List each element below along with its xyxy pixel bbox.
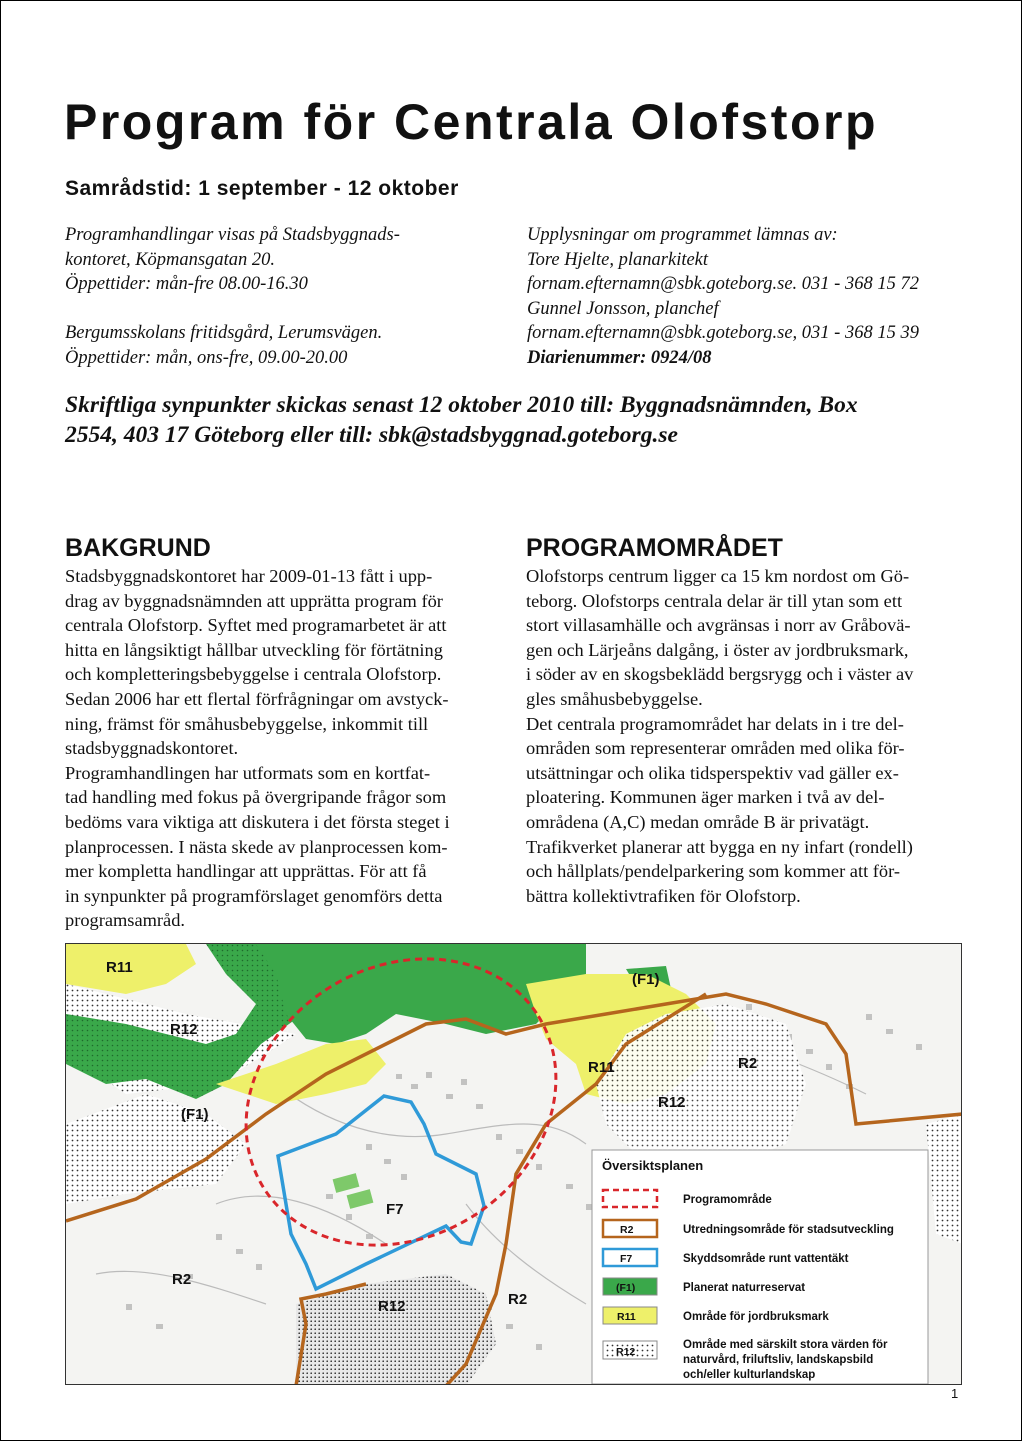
paragraph-line: bättra kollektivtrafiken för Olofstorp. [526, 885, 801, 906]
legend-title: Översiktsplanen [602, 1158, 704, 1173]
info-right [527, 223, 919, 370]
legend-code: (F1) [616, 1282, 636, 1294]
legend-code: R11 [617, 1311, 636, 1323]
section-body [65, 564, 450, 933]
map-label-f1: (F1) [632, 971, 660, 988]
map-legend [592, 1150, 928, 1384]
paragraph-line: Sedan 2006 har ett flertal förfrågningar om avstyck- [65, 688, 449, 709]
paragraph-line: Olofstorps centrum ligger ca 15 km nordost om Gö- [526, 566, 910, 586]
legend-swatch-program [603, 1190, 657, 1207]
paragraph-line: och kompletteringsbebyggelse i centrala Olofstorp. [65, 664, 442, 685]
legend-label: Område med särskilt stora värden för [683, 1339, 888, 1351]
submission-line: Skriftliga synpunkter skickas senast 12 oktober 2010 till: Byggnadsnämnden, Box [65, 392, 858, 418]
map-label-f1: (F1) [181, 1106, 209, 1123]
legend-code: F7 [620, 1253, 633, 1265]
section-heading: PROGRAMOMRÅDET [526, 534, 783, 562]
paragraph-line: tad handling med fokus på övergripande frågor som [65, 787, 447, 808]
paragraph-line: Stadsbyggnadskontoret har 2009-01-13 fått i upp- [65, 566, 433, 586]
email-link[interactable]: fornam.efternamn@sbk.goteborg.se. 031 - 368 15 72 [527, 274, 919, 294]
map-label-r12: R12 [378, 1298, 406, 1315]
paragraph-line: ploatering. Kommunen äger marken i två av del- [526, 787, 885, 808]
map-label-r12: R12 [658, 1094, 686, 1111]
paragraph-line: Programhandlingen har utformats som en kortfat- [65, 762, 431, 783]
legend-code: R12 [616, 1346, 636, 1358]
paragraph-line: hitta en långsiktigt hållbar utveckling för förtätning [65, 639, 443, 660]
paragraph-line: Det centrala programområdet har delats in i tre del- [526, 713, 904, 734]
paragraph-line: teborg. Olofstorps centrala delar är till ytan som ett [526, 590, 903, 611]
map-label-r11: R11 [588, 1059, 615, 1076]
info-line: Gunnel Jonsson, planchef [527, 298, 719, 319]
paragraph-line: in synpunkter på programförslaget genomförs detta [65, 885, 443, 906]
page-number: 1 [951, 1386, 959, 1401]
legend-label: Programområde [683, 1194, 772, 1206]
legend-label: Planerat naturreservat [683, 1282, 806, 1294]
map-label-r2: R2 [508, 1291, 528, 1308]
paragraph-line: bedöms vara viktiga att diskutera i det första steget i [65, 811, 450, 832]
paragraph-line: mer kompletta handlingar att upprättas. För att få [65, 861, 427, 882]
paragraph-line: ning, främst för småhusbebyggelse, inkommit till [65, 713, 429, 734]
paragraph-line: stort villasamhälle och avgränsas i norr av Gråbovä- [526, 615, 911, 636]
map-label-r11: R11 [106, 959, 133, 976]
info-line: Öppettider: mån, ons-fre, 09.00-20.00 [65, 347, 348, 368]
consultation-period: Samrådstid: 1 september - 12 oktober [65, 177, 459, 200]
overview-map [65, 943, 962, 1385]
info-line: Upplysningar om programmet lämnas av: [527, 225, 838, 245]
paragraph-line: utsättningar och olika tidsperspektiv vad gäller ex- [526, 762, 899, 783]
paragraph-line: områdena (A,C) medan område B är privatägt. [526, 811, 870, 832]
submission-line[interactable]: 2554, 403 17 Göteborg eller till: sbk@stadsbyggnad.goteborg.se [65, 422, 678, 448]
email-link[interactable]: fornam.efternamn@sbk.goteborg.se, 031 - 368 15 39 [527, 323, 919, 343]
paragraph-line: Trafikverket planerar att bygga en ny infart (rondell) [526, 836, 913, 857]
legend-label: Utredningsområde för stadsutveckling [683, 1224, 894, 1236]
map-svg [66, 944, 962, 1385]
paragraph-line: drag av byggnadsnämnden att upprätta program för [65, 590, 443, 611]
section-programomradet [526, 533, 913, 908]
map-label-f7: F7 [386, 1201, 404, 1218]
legend-label: Skyddsområde runt vattentäkt [683, 1253, 849, 1265]
submission-notice [65, 390, 965, 450]
paragraph-line: programsamråd. [65, 910, 186, 931]
map-label-r2: R2 [738, 1055, 758, 1072]
info-line: kontoret, Köpmansgatan 20. [65, 249, 276, 270]
info-line: Programhandlingar visas på Stadsbyggnads- [65, 225, 400, 245]
paragraph-line: gen och Lärjeåns dalgång, i öster av jordbruksmark, [526, 639, 909, 660]
map-label-r2: R2 [172, 1271, 192, 1288]
legend-label: och/eller kulturlandskap [683, 1369, 816, 1381]
paragraph-line: centrala Olofstorp. Syftet med programarbetet är att [65, 615, 447, 636]
legend-label: Område för jordbruksmark [683, 1311, 829, 1323]
paragraph-line: stadsbyggnadskontoret. [65, 738, 239, 759]
section-body [526, 564, 913, 908]
paragraph-line: planprocessen. I nästa skede av planprocessen kom- [65, 836, 448, 857]
section-bakgrund [65, 533, 450, 933]
section-heading: BAKGRUND [65, 534, 211, 562]
page-title: Program för Centrala Olofstorp [64, 94, 878, 150]
paragraph-line: i söder av en skogsbeklädd bergsrygg och i väster av [526, 664, 914, 685]
legend-code: R2 [620, 1224, 634, 1236]
legend-label: naturvård, friluftsliv, landskapsbild [683, 1354, 874, 1366]
paragraph-line: och hållplats/pendelparkering som kommer att för- [526, 861, 900, 882]
paragraph-line: områden som representerar områden med olika för- [526, 738, 905, 759]
info-line: Tore Hjelte, planarkitekt [527, 249, 709, 270]
info-left [65, 223, 400, 370]
diary-number: Diarienummer: 0924/08 [527, 347, 712, 368]
info-line: Bergumsskolans fritidsgård, Lerumsvägen. [65, 323, 383, 343]
paragraph-line: gles småhusbebyggelse. [526, 688, 703, 709]
info-line: Öppettider: mån-fre 08.00-16.30 [65, 274, 308, 294]
map-label-r12: R12 [170, 1021, 198, 1038]
